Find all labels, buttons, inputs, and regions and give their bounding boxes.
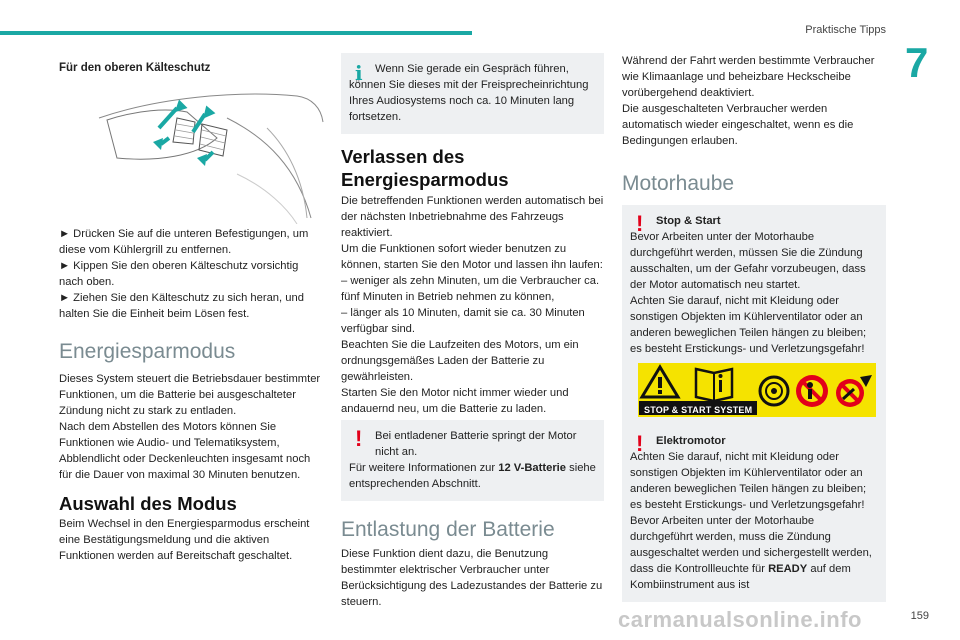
info-note-text: Wenn Sie gerade ein Gespräch führen, können Sie dieses mit der Freisprecheinrichtung Ihres Audiosystems noch ca. 10 Minuten lang fortsetzen. [349, 63, 589, 123]
energy-saving-heading: Energiesparmodus [59, 340, 236, 363]
watermark-url: carmanualsonline.info [618, 607, 862, 632]
warning-icon: ! [355, 426, 363, 451]
leave-para-1: Die betreffenden Funktionen werden automatisch bei der nächsten Inbetriebnahme des Fahrzeugs reaktiviert. [341, 195, 604, 239]
mode-selection-heading: Auswahl des Modus [59, 493, 237, 514]
leave-energy-saving-heading: Verlassen des Energiesparmodus [341, 146, 509, 190]
leave-para-6: Starten Sie den Motor nicht immer wieder und andauernd neu, um die Batterie zu laden. [341, 387, 569, 415]
leave-para-4: – länger als 10 Minuten, damit sie ca. 30 Minuten verfügbar sind. [341, 307, 585, 335]
leave-para-5: Beachten Sie die Laufzeiten des Motors, um ein ordnungsgemäßes Laden der Batterie zu gewährleisten. [341, 339, 579, 383]
battery-warning-box [341, 420, 604, 501]
energy-saving-text-2: Nach dem Abstellen des Motors können Sie Funktionen wie Audio- und Telematiksystem, Abblendlicht oder Deckenleuchten insgesamt noch für die Dauer von maximal 30 Minuten benutzen. [59, 421, 311, 481]
stop-start-system-label: STOP & START SYSTEM [644, 405, 753, 415]
page-number: 159 [910, 610, 929, 622]
stop-start-text-1: Bevor Arbeiten unter der Motorhaube durchgeführt werden, müssen Sie die Zündung ausschalten, um der Gefahr vorzubeugen, dass der Motor automatisch neu startet. [630, 231, 866, 291]
warning-icon: ! [636, 431, 644, 456]
stop-start-text-2: Achten Sie darauf, nicht mit Kleidung oder sonstigen Objekten im Kühlerventilator oder an anderen beweglichen Teilen hängen zu bleiben; es besteht Erstickungs- und Verletzungsgefahr! [630, 295, 867, 355]
stop-start-title: Stop & Start [656, 215, 721, 227]
section-title: Praktische Tipps [805, 24, 886, 36]
consumers-para-1: Während der Fahrt werden bestimmte Verbraucher wie Klimaanlage und beheizbare Heckscheibe vorübergehend deaktiviert. [622, 55, 875, 99]
electric-motor-title: Elektromotor [656, 435, 726, 447]
battery-warning-text: Bei entladener Batterie springt der Motor nicht an. [375, 430, 577, 458]
info-note-box [341, 53, 604, 134]
warning-icon: ! [636, 211, 644, 236]
info-icon: i [355, 61, 363, 85]
header-accent-bar [0, 31, 472, 35]
electric-motor-text-1: Achten Sie darauf, nicht mit Kleidung oder sonstigen Objekten im Kühlerventilator oder an anderen beweglichen Teilen hängen zu bleiben; es besteht Erstickungs- und Verletzungsgefahr! [630, 451, 867, 511]
stop-start-warning-box [622, 205, 886, 432]
instruction-step-3: ► Ziehen Sie den Kälteschutz zu sich heran, und halten Sie die Einheit beim Lösen fest. [59, 292, 304, 320]
electric-motor-text-2: Bevor Arbeiten unter der Motorhaube durchgeführt werden, muss die Zündung ausgeschaltet werden und sichergestellt werden, dass die Kontrollleuchte für READY auf dem Kombiinstrument aus ist [630, 515, 872, 591]
mode-selection-text: Beim Wechsel in den Energiesparmodus erscheint eine Bestätigungsmeldung und die aktiven Funktionen werden auf Bereitschaft geschaltet. [59, 518, 310, 562]
battery-warning-ref: Für weitere Informationen zur 12 V-Batterie siehe entsprechenden Abschnitt. [349, 462, 596, 490]
car-front-illustration [97, 78, 325, 224]
hood-heading: Motorhaube [622, 172, 735, 195]
chapter-number: 7 [905, 39, 929, 86]
energy-saving-text: Dieses System steuert die Betriebsdauer bestimmter Funktionen, um die Batterie bei ausgeschalteter Zündung nicht zu stark zu entladen. [59, 373, 321, 417]
battery-relief-heading: Entlastung der Batterie [341, 518, 555, 541]
leave-para-2: Um die Funktionen sofort wieder benutzen zu können, starten Sie den Motor und lassen ihn laufen: [341, 243, 603, 271]
instruction-step-1: ► Drücken Sie auf die unteren Befestigungen, um diese vom Kühlergrill zu entfernen. [59, 228, 309, 256]
consumers-para-2: Die ausgeschalteten Verbraucher werden automatisch wieder eingeschaltet, wenn es die Bedingungen erlauben. [622, 103, 854, 147]
instruction-step-2: ► Kippen Sie den oberen Kälteschutz vorsichtig nach oben. [59, 260, 299, 288]
cold-protection-heading: Für den oberen Kälteschutz [59, 62, 211, 74]
stop-start-pictograms [638, 363, 876, 417]
electric-motor-warning-box [622, 425, 886, 602]
battery-relief-text: Diese Funktion dient dazu, die Benutzung bestimmter elektrischer Verbraucher unter Berücksichtigung des Ladezustandes der Batterie zu steuern. [341, 548, 603, 608]
leave-para-3: – weniger als zehn Minuten, um die Verbraucher ca. fünf Minuten in Betrieb nehmen zu können, [341, 275, 600, 303]
